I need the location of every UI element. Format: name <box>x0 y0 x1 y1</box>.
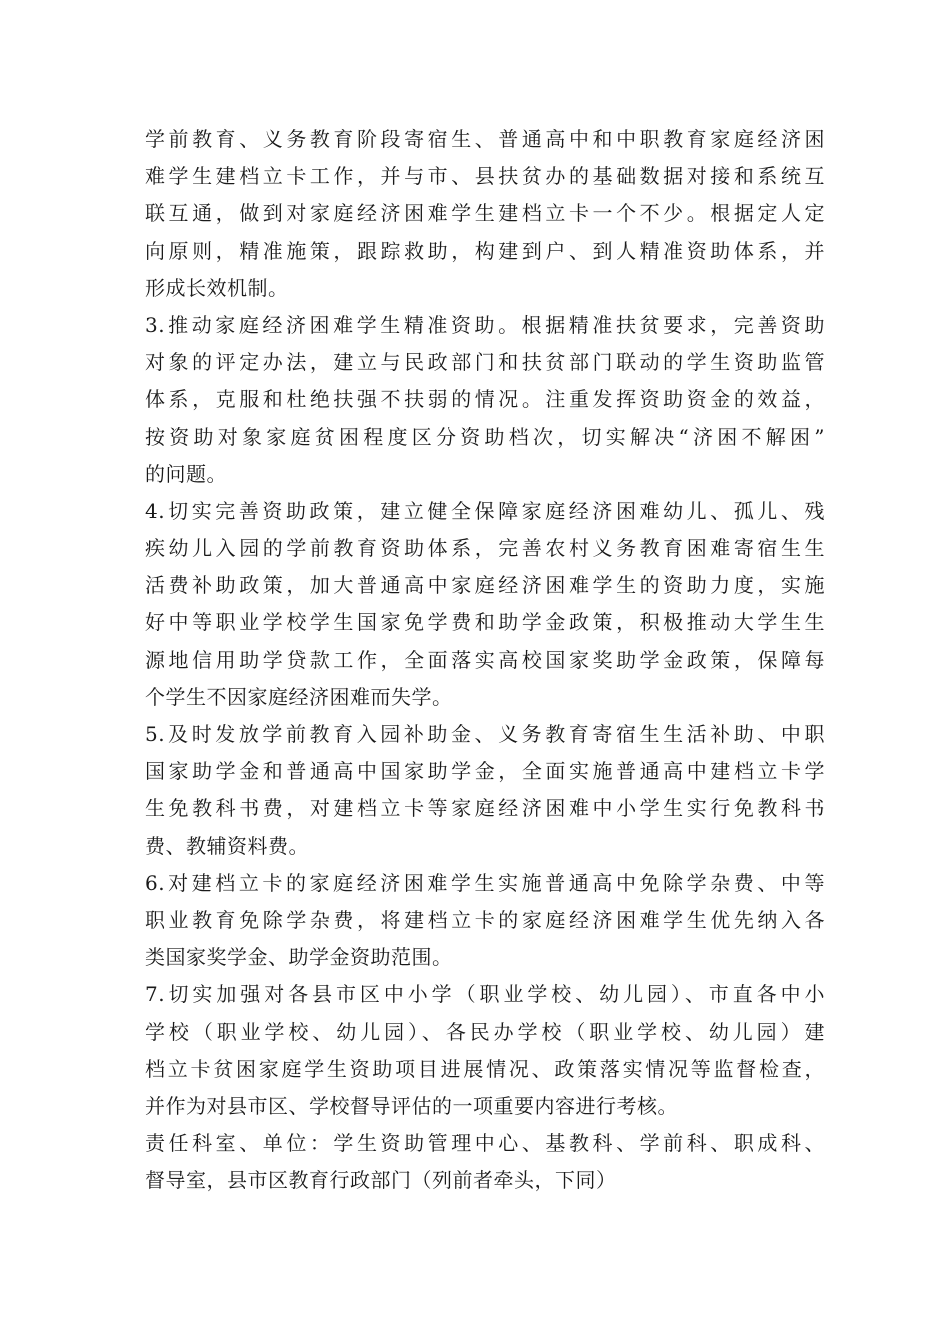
text-line: 7.切实加强对各县市区中小学（职业学校、幼儿园）、市直各中小 <box>145 982 825 1007</box>
text-line: 类国家奖学金、助学金资助范围。 <box>145 945 453 970</box>
text-line: 好中等职业学校学生国家免学费和助学金政策，积极推动大学生生 <box>145 610 825 635</box>
text-line: 并作为对县市区、学校督导评估的一项重要内容进行考核。 <box>145 1093 678 1118</box>
text-line: 学校（职业学校、幼儿园）、各民办学校（职业学校、幼儿园）建 <box>145 1019 825 1044</box>
text-line: 4.切实完善资助政策，建立健全保障家庭经济困难幼儿、孤儿、残 <box>145 498 825 523</box>
text-line: 职业教育免除学杂费，将建档立卡的家庭经济困难学生优先纳入各 <box>145 907 825 932</box>
text-line: 的问题。 <box>145 461 227 486</box>
text-line: 难学生建档立卡工作，并与市、县扶贫办的基础数据对接和系统互 <box>145 164 825 189</box>
text-line: 按资助对象家庭贫困程度区分资助档次，切实解决“济困不解困” <box>145 424 825 449</box>
text-line: 疾幼儿入园的学前教育资助体系，完善农村义务教育困难寄宿生生 <box>145 536 825 561</box>
text-line: 体系，克服和杜绝扶强不扶弱的情况。注重发挥资助资金的效益， <box>145 387 825 412</box>
text-line: 生免教科书费，对建档立卡等家庭经济困难中小学生实行免教科书 <box>145 796 825 821</box>
text-line: 责任科室、单位：学生资助管理中心、基教科、学前科、职成科、 <box>145 1131 825 1156</box>
text-line: 3.推动家庭经济困难学生精准资助。根据精准扶贫要求，完善资助 <box>145 312 825 337</box>
text-line: 6.对建档立卡的家庭经济困难学生实施普通高中免除学杂费、中等 <box>145 870 825 895</box>
text-line: 督导室，县市区教育行政部门（列前者牵头，下同） <box>145 1168 617 1193</box>
text-line: 活费补助政策，加大普通高中家庭经济困难学生的资助力度，实施 <box>145 573 825 598</box>
text-line: 费、教辅资料费。 <box>145 833 309 858</box>
text-line: 对象的评定办法，建立与民政部门和扶贫部门联动的学生资助监管 <box>145 350 825 375</box>
text-line: 形成长效机制。 <box>145 275 289 300</box>
text-line: 5.及时发放学前教育入园补助金、义务教育寄宿生生活补助、中职 <box>145 722 825 746</box>
text-line: 向原则，精准施策，跟踪救助，构建到户、到人精准资助体系，并 <box>145 238 825 263</box>
text-line: 个学生不因家庭经济困难而失学。 <box>145 684 453 709</box>
text-line: 档立卡贫困家庭学生资助项目进展情况、政策落实情况等监督检查， <box>145 1056 825 1081</box>
text-line: 学前教育、义务教育阶段寄宿生、普通高中和中职教育家庭经济困 <box>145 127 825 151</box>
text-line: 国家助学金和普通高中国家助学金，全面实施普通高中建档立卡学 <box>145 759 825 784</box>
text-line: 联互通，做到对家庭经济困难学生建档立卡一个不少。根据定人定 <box>145 201 825 226</box>
document-body <box>145 121 825 1199</box>
text-line: 源地信用助学贷款工作，全面落实高校国家奖助学金政策，保障每 <box>145 647 825 672</box>
